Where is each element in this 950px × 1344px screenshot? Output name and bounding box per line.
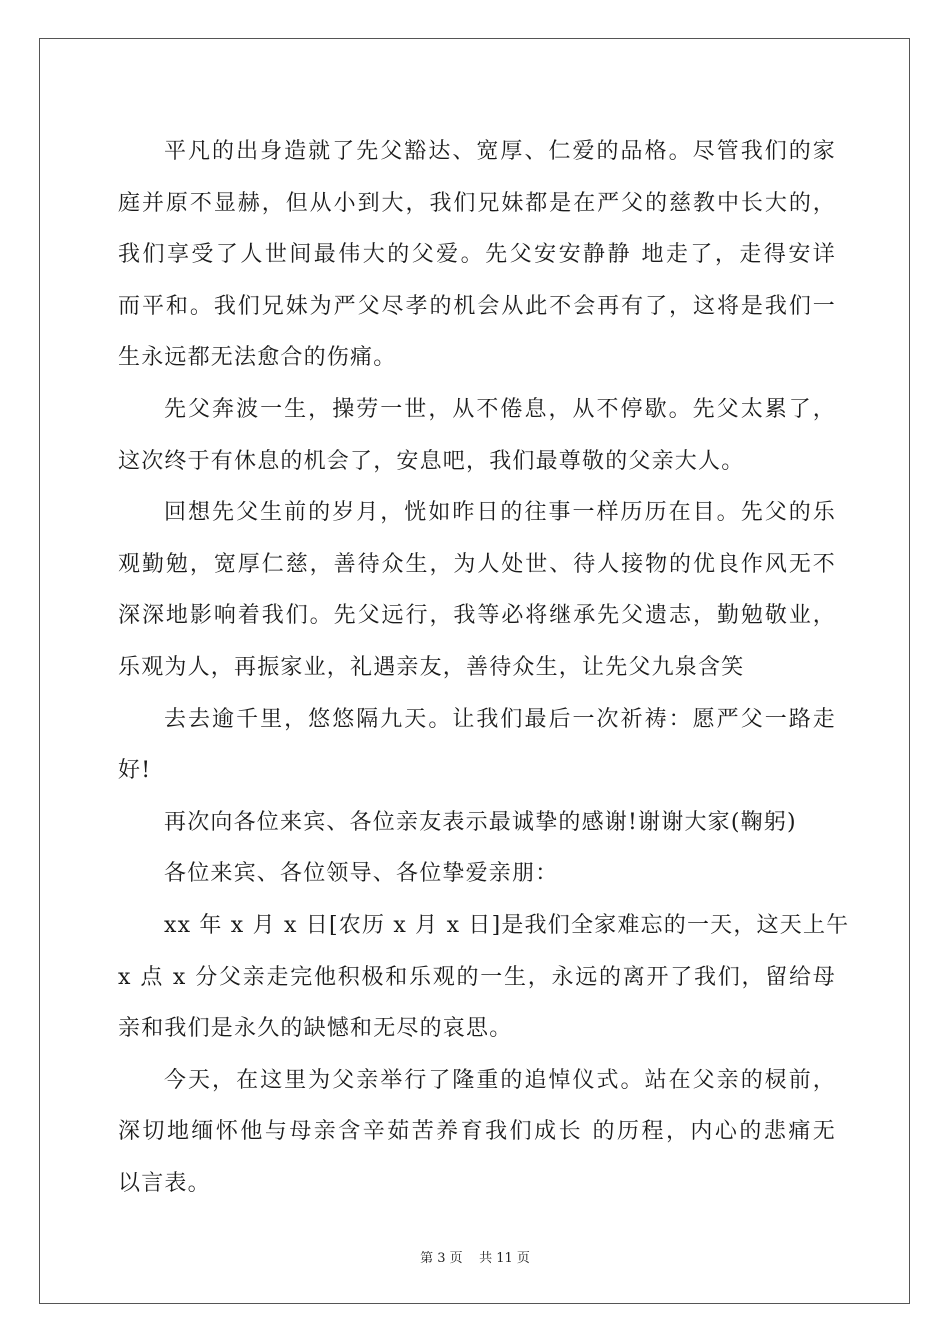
text-line: 先父奔波一生，操劳一世，从不倦息，从不停歇。先父太累了，: [164, 396, 836, 422]
text-line: 乐观为人，再振家业，礼遇亲友，善待众生，让先父九泉含笑: [118, 654, 745, 680]
text-line: 这次终于有休息的机会了，安息吧，我们最尊敬的父亲大人。: [118, 448, 745, 474]
text-line: 深深地影响着我们。先父远行，我等必将继承先父遗志，勤勉敬业，: [118, 603, 836, 629]
text-line: 去去逾千里，悠悠隔九天。让我们最后一次祈祷：愿严父一路走: [164, 706, 836, 732]
page-number: 第 3 页 共 11 页: [420, 1251, 530, 1266]
text-line: 观勤勉，宽厚仁慈，善待众生，为人处世、待人接物的优良作风无不: [118, 551, 836, 577]
text-line: 好!: [118, 758, 152, 784]
text-line: 我们享受了人世间最伟大的父爱。先父安安静静 地走了，走得安详: [118, 242, 836, 268]
text-line: 再次向各位来宾、各位亲友表示最诚挚的感谢!谢谢大家(鞠躬): [164, 809, 797, 835]
text-line: 平凡的出身造就了先父豁达、宽厚、仁爱的品格。尽管我们的家: [164, 139, 836, 164]
text-line: 回想先父生前的岁月，恍如昨日的往事一样历历在目。先父的乐: [164, 500, 836, 526]
text-line: 庭并原不显赫，但从小到大，我们兄妹都是在严父的慈教中长大的，: [118, 190, 836, 216]
text-line: 今天，在这里为父亲举行了隆重的追悼仪式。站在父亲的棂前，: [164, 1067, 836, 1093]
text-line: 生永远都无法愈合的伤痛。: [118, 345, 397, 371]
text-line: xx 年 x 月 x 日[农历 x 月 x 日]是我们全家难忘的一天，这天上午: [164, 912, 850, 938]
text-line: x 点 x 分父亲走完他积极和乐观的一生，永远的离开了我们，留给母: [118, 964, 836, 990]
text-line: 以言表。: [118, 1170, 211, 1196]
text-line: 各位来宾、各位领导、各位挚爱亲朋：: [164, 861, 559, 887]
document-body: [118, 126, 850, 1209]
text-line: 深切地缅怀他与母亲含辛茹苦养育我们成长 的历程，内心的悲痛无: [118, 1119, 836, 1145]
text-line: 而平和。我们兄妹为严父尽孝的机会从此不会再有了，这将是我们一: [118, 293, 836, 319]
text-line: 亲和我们是永久的缺憾和无尽的哀思。: [118, 1016, 513, 1042]
